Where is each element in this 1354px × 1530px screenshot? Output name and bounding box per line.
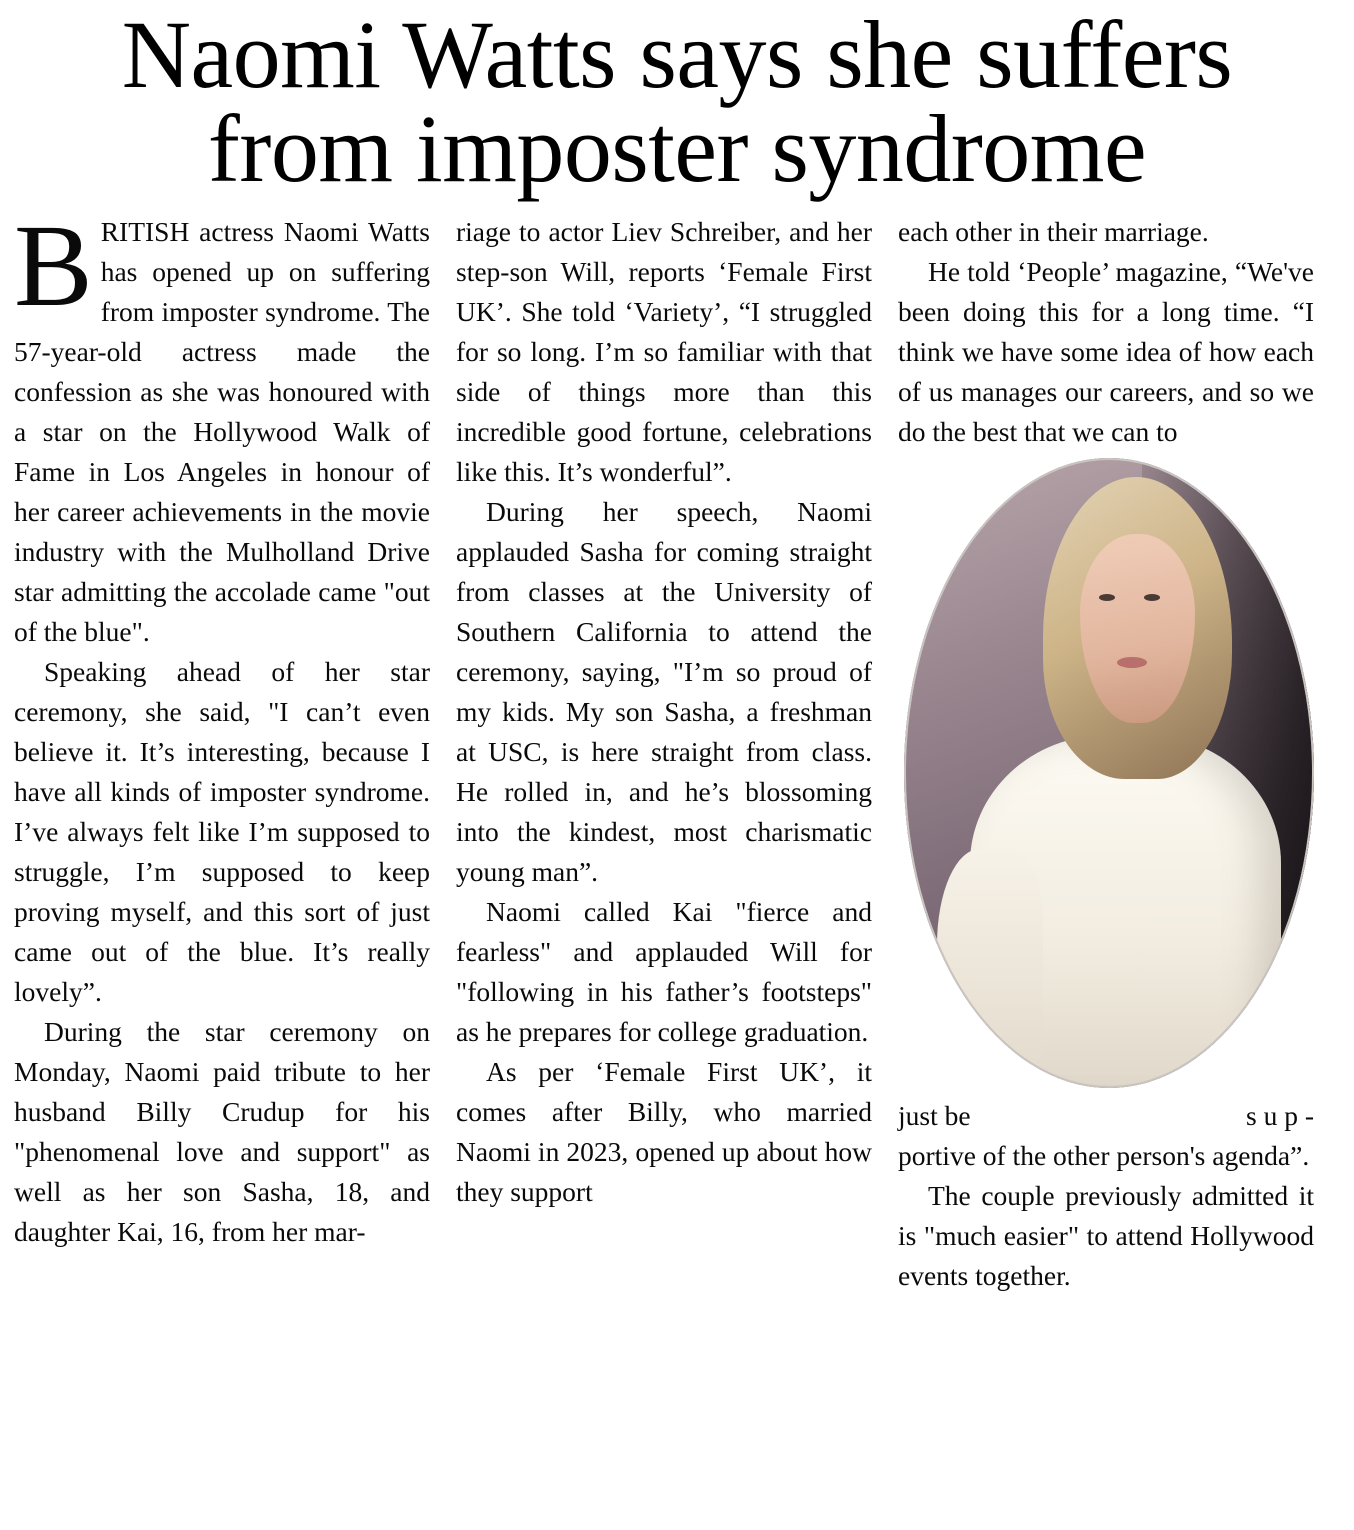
- paragraph: BRITISH actress Naomi Watts has opened up on suffering from imposter syndrome. The 57-year-old actress made the confession as she was honoured with a star on the Hollywood Walk of Fame in Los Angeles in honour of her career achievements in the movie industry with the Mulholland Drive star admitting the accolade came "out of the blue".: [14, 200, 430, 648]
- article-column-1: [14, 200, 430, 1452]
- page-title: [14, 1, 1340, 203]
- paragraph: portive of the other person's agenda”.: [898, 1140, 1310, 1172]
- article-photo: [898, 458, 1314, 1088]
- article-body: [14, 200, 1340, 1452]
- paragraph-fragment-left: just be: [898, 1100, 971, 1132]
- photo-eye-left: [1099, 594, 1115, 601]
- paragraph: The couple previously admitted it is "much easier" to attend Hollywood events together.: [898, 1180, 1314, 1292]
- paragraph: riage to actor Liev Schreiber, and her step-son Will, reports ‘Female First UK’. She told ‘Variety’, “I struggled for so long. I’m so familiar with that side of things more than this incredible good fortune, celebrations like this. It’s wonderful”.: [456, 216, 872, 488]
- paragraph: each other in their marriage.: [898, 216, 1209, 248]
- paragraph: As per ‘Female First UK’, it comes after Billy, who married Naomi in 2023, opened up about how they support: [456, 1056, 872, 1208]
- paragraph: He told ‘People’ magazine, “We've been doing this for a long time. “I think we have some idea of how each of us manages our careers, and so we do the best that we can to: [898, 256, 1314, 448]
- paragraph: Naomi called Kai "fierce and fearless" and applauded Will for "following in his father’s footsteps" as he prepares for college graduation.: [456, 896, 872, 1048]
- article-column-3: [898, 212, 1314, 1452]
- photo-eye-right: [1144, 594, 1160, 601]
- headline-line-2: from imposter syndrome: [207, 95, 1147, 203]
- paragraph: Speaking ahead of her star ceremony, she said, "I can’t even believe it. It’s interesting, because I have all kinds of imposter syndrome. I’ve always felt like I’m supposed to struggle, I’m supposed to keep proving myself, and this sort of just came out of the blue. It’s really lovely”.: [14, 656, 430, 1008]
- headline-line-1: Naomi Watts says she suffers: [121, 1, 1233, 108]
- paragraph: During her speech, Naomi applauded Sasha for coming straight from classes at the University of Southern California to attend the ceremony, saying, "I’m so proud of my kids. My son Sasha, a freshman at USC, is here straight from class. He rolled in, and he’s blossoming into the kindest, most charismatic young man”.: [456, 496, 872, 888]
- article-column-2: [456, 212, 872, 1452]
- paragraph: During the star ceremony on Monday, Naomi paid tribute to her husband Billy Crudup for his "phenomenal love and support" as well as her son Sasha, 18, and daughter Kai, 16, from her mar-: [14, 1016, 430, 1248]
- paragraph-split-line: [898, 1096, 1314, 1136]
- naomi-watts-portrait: [904, 458, 1314, 1088]
- paragraph-fragment-right: s u p -: [1246, 1100, 1314, 1132]
- photo-lips: [1117, 657, 1147, 668]
- photo-sleeve: [937, 849, 1044, 1088]
